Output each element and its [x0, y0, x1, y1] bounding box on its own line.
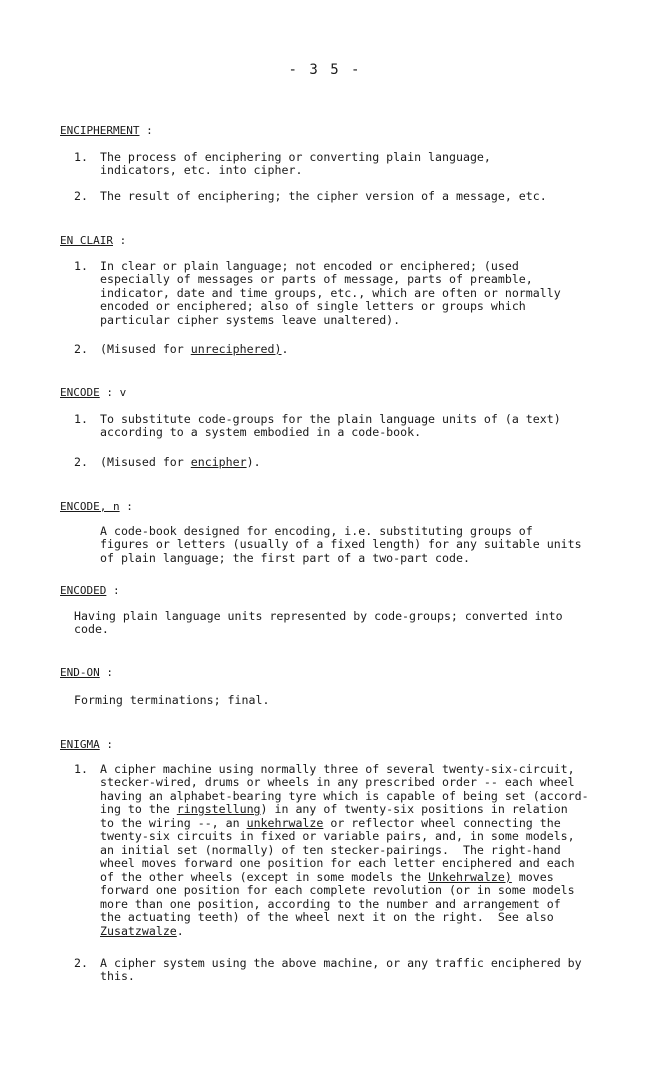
definition-line: especially of messages or parts of message, parts of preamble, [100, 272, 533, 286]
definition-line: indicators, etc. into cipher. [100, 163, 303, 177]
definition-number: 2. [74, 342, 88, 356]
term-encode-noun [60, 500, 133, 514]
definition-line: an initial set (normally) of ten stecker-pairings. The right-hand [100, 843, 561, 857]
term-suffix: : [99, 666, 113, 679]
term-suffix: : [99, 738, 113, 751]
cross-reference: Zusatzwalze [100, 924, 177, 938]
definition-line: A code-book designed for encoding, i.e. substituting groups of [100, 524, 533, 538]
line-text: moves [511, 870, 554, 884]
line-text: ing to the [100, 802, 177, 816]
definition-line: Having plain language units represented by code-groups; converted into [74, 609, 563, 623]
term-end-on [60, 666, 113, 680]
definition-number: 1. [74, 762, 88, 776]
definition-number: 2. [74, 956, 88, 970]
term-suffix: : v [99, 386, 127, 399]
page-number: - 3 5 - [288, 62, 362, 78]
term-encode-verb [60, 386, 126, 400]
term-word: ENIGMA [60, 738, 100, 751]
term-suffix: : [112, 234, 127, 247]
definition-line: according to a system embodied in a code-book. [100, 425, 422, 439]
definition-line: having an alphabet-bearing tyre which is capable of being set (accord- [100, 789, 589, 803]
line-text: to the wiring --, an [100, 816, 247, 830]
line-text: ) in any of twenty-six positions in relation [260, 802, 568, 816]
definition-prefix: (Misused for [100, 455, 191, 469]
definition-line: wheel moves forward one position for each letter enciphered and each [100, 856, 575, 870]
definition-line: forward one position for each complete revolution (or in some models [100, 883, 575, 897]
definition-line: of plain language; the first part of a two-part code. [100, 551, 470, 565]
line-text: . [176, 924, 184, 938]
definition-line [100, 803, 568, 817]
cross-reference: unreciphered) [190, 342, 282, 356]
definition-line: figures or letters (usually of a fixed length) for any suitable units [100, 537, 582, 551]
definition-line: To substitute code-groups for the plain language units of (a text) [100, 412, 561, 426]
definition-line: twenty-six circuits in fixed or variable pairs, and, in some models, [100, 829, 575, 843]
term-word: ENCODE, n [60, 500, 120, 513]
term-encipherment [60, 124, 153, 138]
definition-line: this. [100, 969, 135, 983]
cross-reference: unkehrwalze [246, 816, 324, 830]
definition-prefix: (Misused for [100, 342, 191, 356]
definition-number: 1. [74, 259, 88, 273]
definition-suffix: . [281, 342, 289, 356]
term-word: ENCODED [60, 584, 107, 597]
definition-line: the actuating teeth) of the wheel next it on the right. See also [100, 910, 554, 924]
term-word: EN CLAIR [60, 234, 113, 247]
term-enigma [60, 738, 113, 752]
definition-line: Forming terminations; final. [74, 693, 270, 707]
term-en-clair [60, 234, 126, 248]
cross-reference: Unkehrwalze) [428, 870, 512, 884]
definition-suffix: ). [246, 455, 261, 469]
definition-line: stecker-wired, drums or wheels in any prescribed order -- each wheel [100, 775, 575, 789]
definition-line: The result of enciphering; the cipher version of a message, etc. [100, 189, 547, 203]
definition-line: indicator, date and time groups, etc., which are often or normally [100, 286, 561, 300]
definition-2 [74, 190, 547, 204]
definition-number: 1. [74, 412, 88, 426]
definition-number: 1. [74, 150, 88, 164]
definition-line: A cipher system using the above machine, or any traffic enciphered by [100, 956, 582, 970]
term-suffix: : [106, 584, 120, 597]
definition-line: The process of enciphering or converting plain language, [100, 150, 491, 164]
definition-number: 2. [74, 455, 88, 469]
line-text: of the other wheels (except in some models the [100, 870, 429, 884]
term-word: END-ON [60, 666, 100, 679]
definition-line: encoded or enciphered; also of single letters or groups which [100, 299, 526, 313]
definition-line: more than one position, according to the number and arrangement of [100, 897, 561, 911]
definition-2 [74, 343, 288, 357]
definition-2 [74, 957, 582, 971]
line-text: or reflector wheel connecting the [323, 816, 561, 830]
term-word: ENCIPHERMENT [60, 124, 140, 137]
cross-reference: encipher [190, 455, 247, 469]
definition-line: A cipher machine using normally three of several twenty-six-circuit, [100, 762, 575, 776]
definition-2 [74, 456, 261, 470]
term-encoded [60, 584, 120, 598]
term-suffix: : [139, 124, 153, 137]
term-word: ENCODE [60, 386, 100, 399]
definition-line: In clear or plain language; not encoded or enciphered; (used [100, 259, 519, 273]
definition-line: code. [74, 622, 109, 636]
definition-line: particular cipher systems leave unaltered). [100, 313, 401, 327]
cross-reference: ringstellung [176, 802, 261, 816]
definition-number: 2. [74, 189, 88, 203]
definition-line [100, 925, 184, 939]
term-suffix: : [119, 500, 133, 513]
